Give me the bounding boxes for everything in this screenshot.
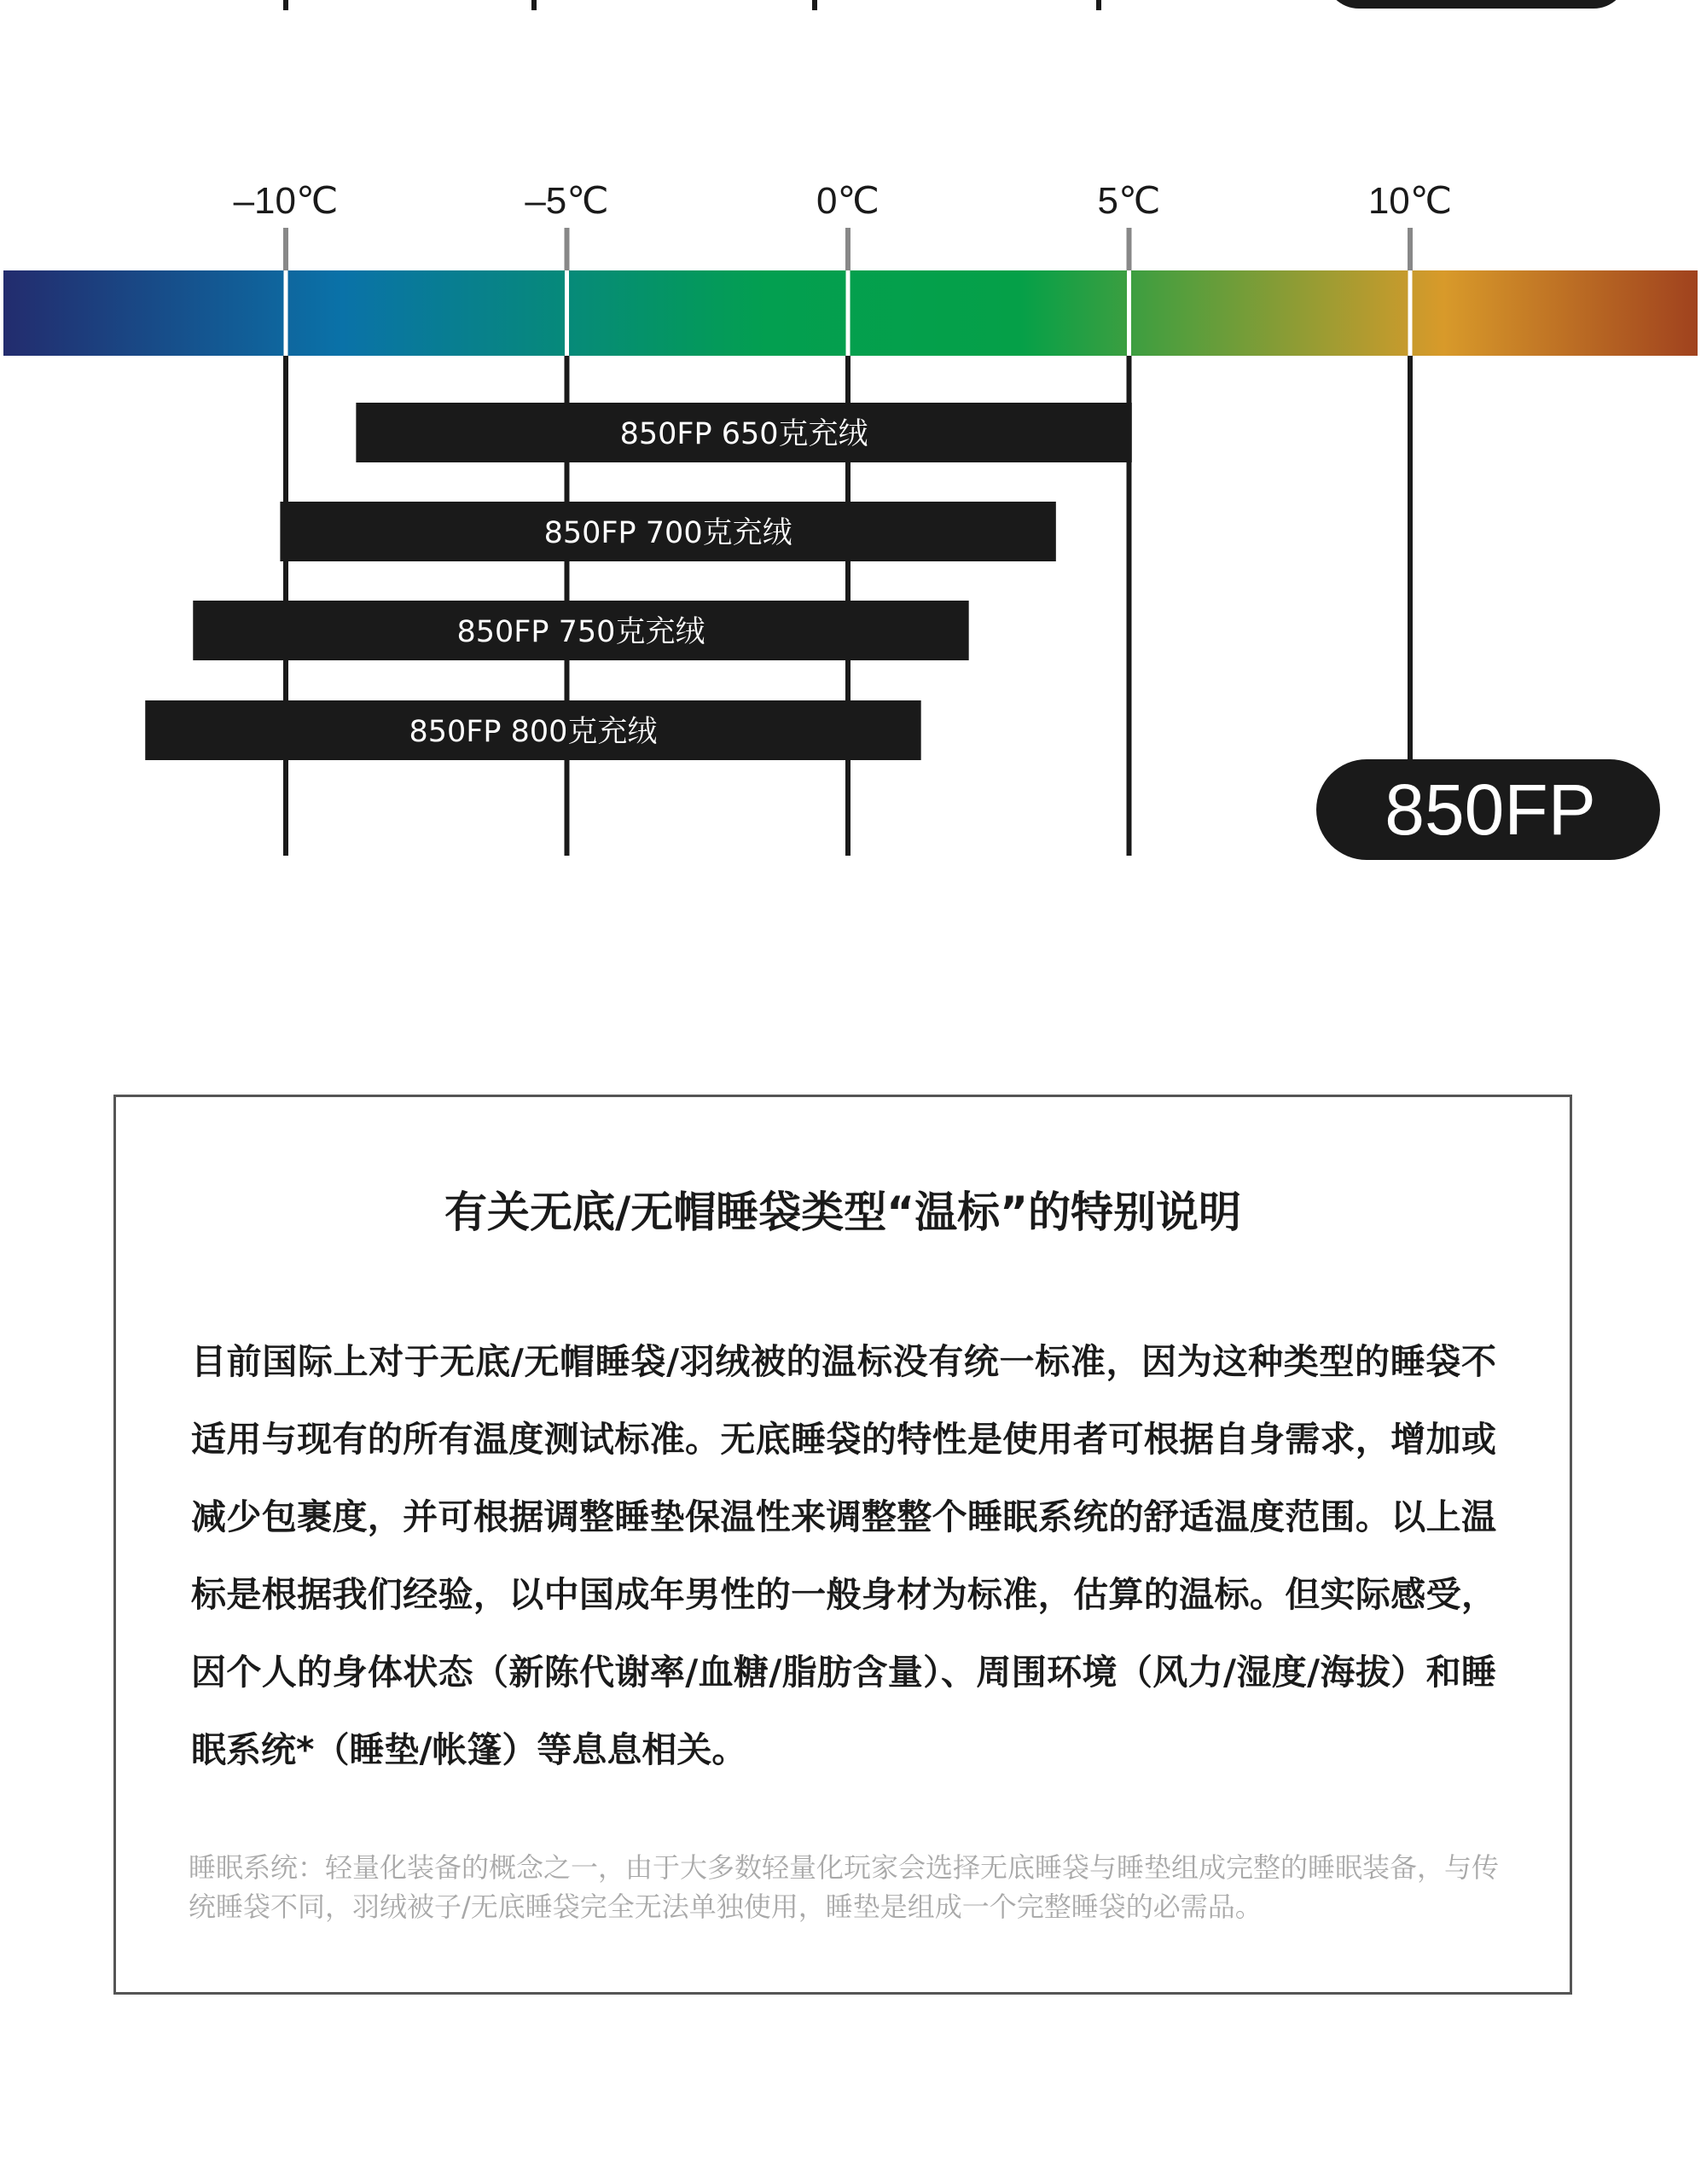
range-bar-label: 850FP 800克充绒 — [409, 715, 658, 749]
range-bars — [145, 403, 1132, 760]
badge-label: 850FP — [1385, 770, 1596, 850]
note-footnote: 睡眠系统：轻量化装备的概念之一，由于大多数轻量化玩家会选择无底睡袋与睡垫组成完整的睡眠装备，与传统睡袋不同，羽绒被子/无底睡袋完全无法单独使用，睡垫是组成一个完整睡袋的必需品。 — [189, 1851, 1500, 1923]
top-tick-stub — [283, 0, 288, 10]
range-bar-label: 850FP 750克充绒 — [456, 615, 705, 649]
tick-label: 0℃ — [816, 180, 880, 222]
tick-label: –5℃ — [525, 180, 609, 222]
top-tick-stub — [531, 0, 537, 10]
note-body: 目前国际上对于无底/无帽睡袋/羽绒被的温标没有统一标准，因为这种类型的睡袋不适用与现有的所有温度测试标准。无底睡袋的特性是使用者可根据自身需求，增加或减少包裹度，并可根据调整睡垫保温性来调整整个睡眠系统的舒适温度范围。以上温标是根据我们经验，以中国成年男性的一般身材为标准，估算的温标。但实际感受，因个人的身体状态（新陈代谢率/血糖/脂肪含量）、周围环境（风力/湿度/海拔）和睡眠系统*（睡垫/帐篷）等息息相关。 — [191, 1341, 1496, 1770]
temperature-scale-bar — [3, 270, 1698, 356]
range-bar-label: 850FP 650克充绒 — [619, 417, 868, 451]
top-tick-stub — [1096, 0, 1101, 10]
temperature-rating-chart — [0, 154, 1701, 870]
top-tick-stub — [812, 0, 817, 10]
tick-label: 5℃ — [1097, 180, 1161, 222]
range-bar-label: 850FP 700克充绒 — [543, 516, 792, 550]
tick-label: –10℃ — [233, 180, 339, 222]
top-badge-remnant — [1325, 0, 1628, 9]
tick-label: 10℃ — [1367, 180, 1453, 222]
badge-group — [1316, 759, 1660, 860]
tick-labels — [234, 180, 1453, 222]
note-title: 有关无底/无帽睡袋类型“温标”的特别说明 — [444, 1188, 1241, 1237]
note-box — [113, 1095, 1572, 1995]
